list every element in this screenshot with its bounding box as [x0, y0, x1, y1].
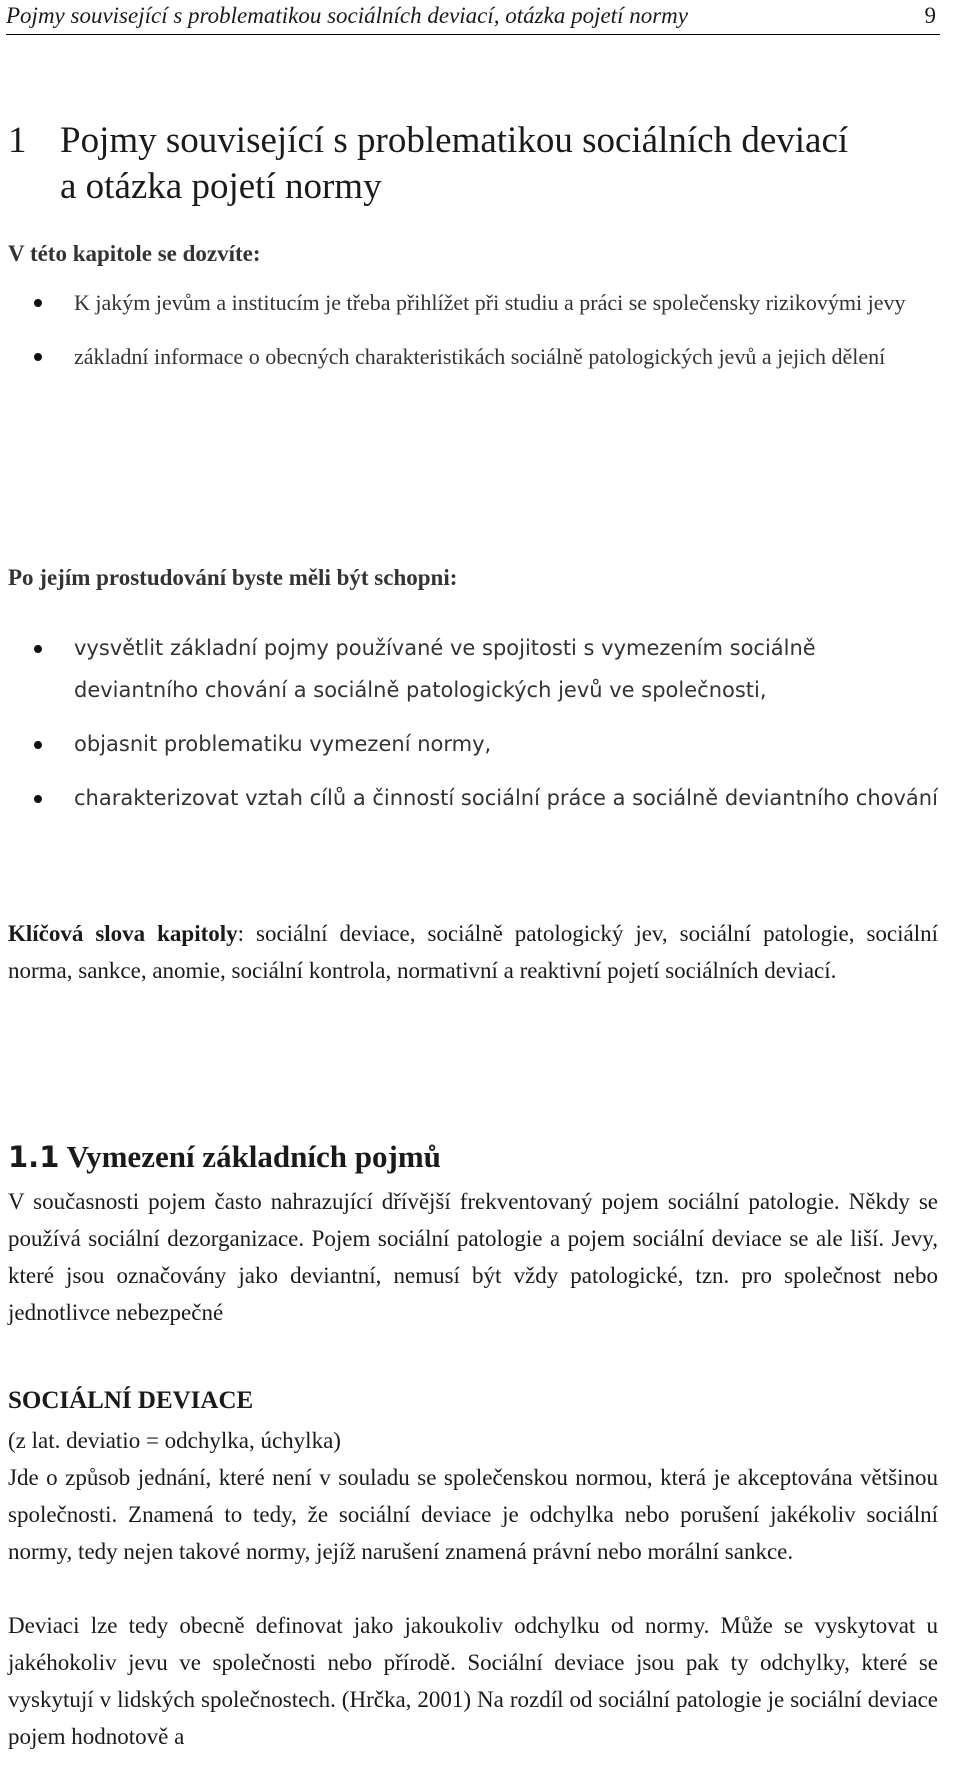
learn-list [0, 276, 940, 384]
deviance-etymology: (z lat. deviatio = odchylka, úchylka) [8, 1428, 341, 1453]
list-item: charakterizovat vztah cílů a činností sociální práce a sociálně deviantního chování [0, 777, 940, 819]
list-item: K jakým jevům a institucím je třeba přihlížet při studiu a práci se společensky rizikovými jevy [0, 276, 940, 330]
bullet-icon [34, 795, 42, 803]
deviance-definition: Jde o způsob jednání, které není v souladu se společenskou normou, která je akceptována většinou společnosti. Znamená to tedy, že sociální deviace je odchylka nebo porušení jakékoliv sociální normy, tedy nejen takové normy, jejíž narušení znamená právní nebo morální sankce. [8, 1465, 938, 1564]
bullet-icon [34, 741, 42, 749]
section-intro: V současnosti pojem často nahrazující dřívější frekventovaný pojem sociální patologie. Někdy se používá sociální dezorganizace. Pojem sociální patologie a pojem sociální deviace se ale liší. Jevy, které jsou označovány jako deviantní, nemusí být vždy patologické, tzn. pro společnost nebo jednotlivce nebezpečné [8, 1189, 938, 1325]
chapter-title-line1: Pojmy související s problematikou sociálních deviací [60, 120, 849, 161]
list-item: základní informace o obecných charakteristikách sociálně patologických jevů a jejich dělení [0, 330, 940, 384]
section-number: 1.1 [8, 1140, 60, 1174]
keywords-paragraph [8, 915, 938, 989]
section-heading [8, 1137, 441, 1177]
deviance-heading: SOCIÁLNÍ DEVIACE [8, 1387, 254, 1414]
section-title: Vymezení základních pojmů [59, 1139, 441, 1174]
chapter-title [8, 118, 948, 210]
list-item: vysvětlit základní pojmy používané ve spojitosti s vymezením sociálně deviantního chování a sociálně patologických jevů ve společnosti, [0, 627, 940, 711]
page-number: 9 [924, 3, 936, 28]
learn-heading: V této kapitole se dozvíte: [8, 241, 261, 266]
chapter-number: 1 [8, 120, 27, 161]
list-item: objasnit problematiku vymezení normy, [0, 723, 940, 765]
bullet-icon [34, 353, 42, 361]
goals-list [0, 627, 940, 831]
goals-heading: Po jejím prostudování byste měli být schopni: [8, 565, 458, 590]
running-header [6, 0, 940, 35]
keywords-label: Klíčová slova kapitoly [8, 921, 238, 946]
bullet-icon [34, 299, 42, 307]
running-title: Pojmy související s problematikou sociálních deviací, otázka pojetí normy [6, 3, 688, 28]
bullet-icon [34, 645, 42, 653]
deviance-general: Deviaci lze tedy obecně definovat jako jakoukoliv odchylku od normy. Může se vyskytovat u jakéhokoliv jevu ve společnosti nebo přírodě. Sociální deviace jsou pak ty odchylky, které se vyskytují v lidských společnostech. (Hrčka, 2001) Na rozdíl od sociální patologie je sociální deviace pojem hodnotově a [8, 1613, 938, 1749]
keywords-text: : sociální deviace, sociálně patologický jev, sociální patologie, sociální norma, sankce, anomie, sociální kontrola, normativní a reaktivní pojetí sociálních deviací. [8, 921, 938, 983]
chapter-title-line2: a otázka pojetí normy [60, 166, 382, 207]
